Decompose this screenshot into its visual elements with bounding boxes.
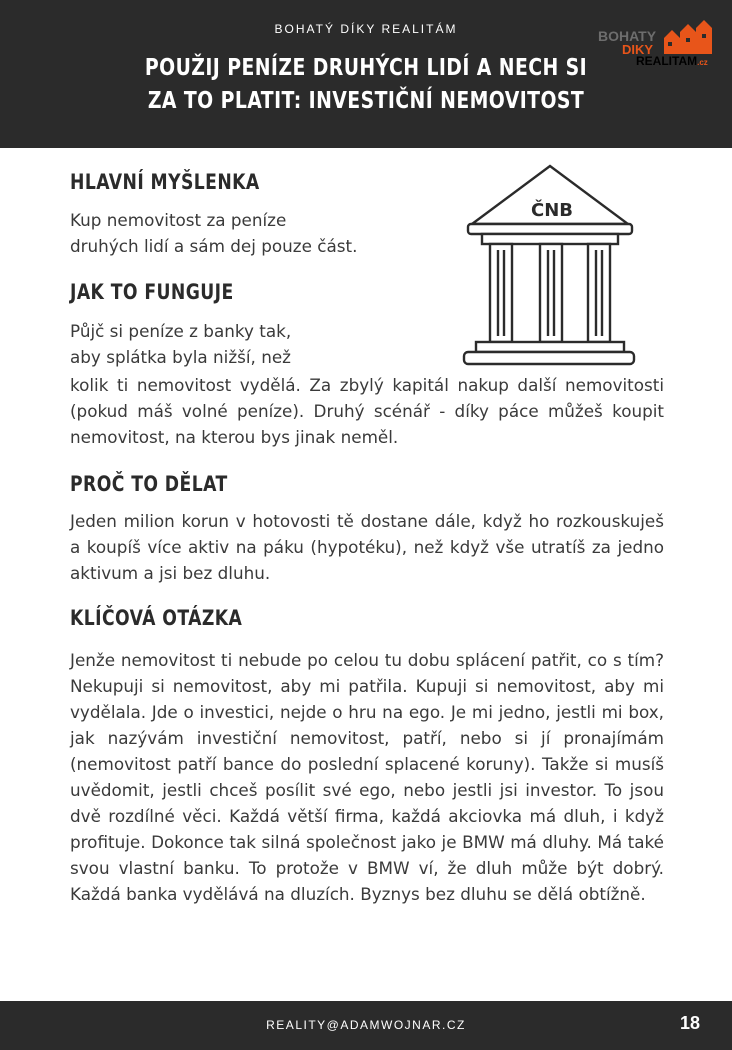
- how-it-works-line-2: aby splátka byla nižší, než: [70, 347, 291, 367]
- how-it-works-line-1: Půjč si peníze z banky tak,: [70, 321, 292, 341]
- heading-how-it-works: JAK TO FUNGUJE: [70, 280, 234, 304]
- how-it-works-text: kolik ti nemovitost vydělá. Za zbylý kapitál nakup další nemovitosti (pokud máš volné peníze). Druhý scénář - díky páce můžeš koupit nemovitost, na kterou bys jinak neměl.: [70, 375, 664, 447]
- heading-key-question: KLÍČOVÁ OTÁZKA: [70, 606, 243, 630]
- key-question-text: Jenže nemovitost ti nebude po celou tu dobu splácení patřit, co s tím? Nekupuji si nemovitost, aby mi patřila. Kupuji si nemovitost, aby mi vydělala. Jde o investici, nejde o hru na ego. Je mi jedno, jestli mi box, jak nazývám investiční nemovitost, patří, nebo si jí pronajímám (nemovitost patří bance do poslední splacené koruny). Takže si musíš uvědomit, jestli chceš posílit své ego, nebo jestli jsi investor. To jsou dvě rozdílné věci. Každá větší firma, každá akciovka má dluh, i když profituje. Dokonce tak silná společnost jako je BMW má dluhy. Má také svou vlastní banku. To protože v BMW ví, že dluh může být dobrý. Každá banka vydělává na dluzích. Byznys bez dluhu se dělá obtížně.: [70, 650, 664, 904]
- logo-word-1: BOHATY: [598, 28, 657, 44]
- footer-email: REALITY@ADAMWOJNAR.CZ: [266, 1018, 466, 1032]
- page-title-line-1: POUŽIJ PENÍZE DRUHÝCH LIDÍ A NECH SI: [144, 55, 588, 81]
- main-idea-line-1: Kup nemovitost za peníze: [70, 210, 287, 230]
- brand-logo: [594, 18, 724, 76]
- page-footer: [0, 1001, 732, 1050]
- bank-building-icon: [460, 158, 640, 370]
- main-idea-line-2: druhých lidí a sám dej pouze část.: [70, 236, 358, 256]
- why-do-it-text: Jeden milion korun v hotovosti tě dostane dále, když ho rozkouskuješ a koupíš více aktiv na páku (hypotéku), než když vše utratíš za jedno aktivum a jsi bez dluhu.: [70, 511, 664, 583]
- heading-why-do-it: PROČ TO DĚLAT: [70, 472, 228, 496]
- page-header: [0, 0, 732, 148]
- logo-word-3: REALITAM.cz: [636, 54, 708, 68]
- header-kicker: BOHATÝ DÍKY REALITÁM: [274, 22, 458, 36]
- logo-word-2: DIKY: [622, 42, 654, 57]
- page-title: [140, 52, 593, 118]
- page-number: 18: [679, 1013, 700, 1033]
- heading-main-idea: HLAVNÍ MYŠLENKA: [70, 170, 260, 194]
- bank-label: ČNB: [531, 200, 573, 221]
- page-title-line-2: ZA TO PLATIT: INVESTIČNÍ NEMOVITOST: [147, 88, 585, 114]
- houses-icon: [664, 20, 714, 54]
